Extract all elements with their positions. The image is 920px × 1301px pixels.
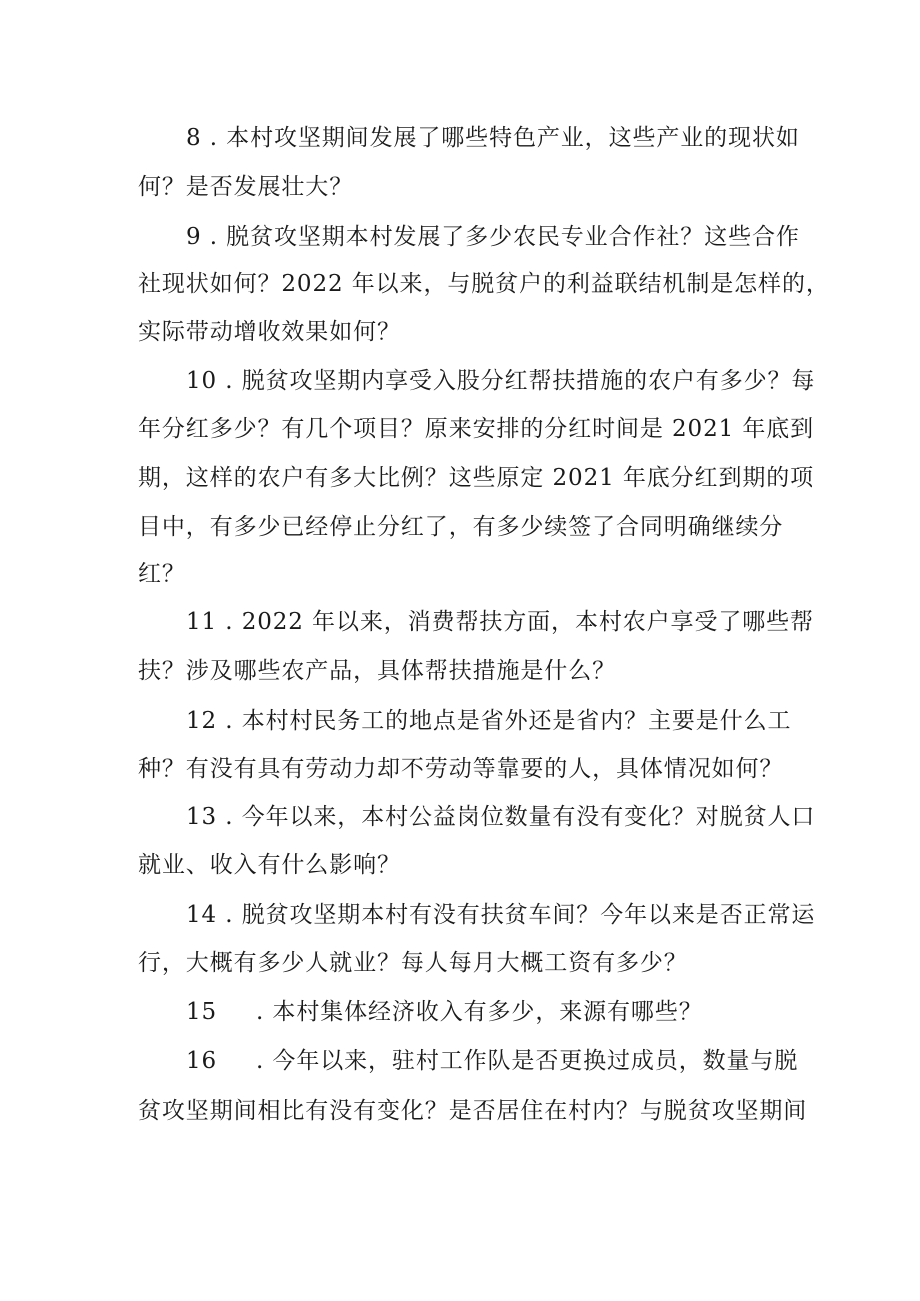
question-16-line-1 [186,1046,798,1076]
question-10-line-5: 红？ [138,561,186,587]
question-10-line-3: 期，这样的农户有多大比例？这些原定 2021 年底分红到期的项 [138,465,815,491]
question-15-text: . 本村集体经济收入有多少，来源有哪些？ [256,999,703,1025]
question-16-number: 16 [186,1048,218,1074]
question-11-line-2: 扶？涉及哪些农产品，具体帮扶措施是什么？ [138,658,616,684]
question-13-line-1: 13 . 今年以来，本村公益岗位数量有没有变化？对脱贫人口 [186,804,816,830]
question-15-line-1 [186,997,703,1027]
question-11-line-1: 11 . 2022 年以来，消费帮扶方面，本村农户享受了哪些帮 [186,609,814,635]
question-14-line-2: 行，大概有多少人就业？每人每月大概工资有多少？ [138,950,688,976]
question-16-text: . 今年以来，驻村工作队是否更换过成员，数量与脱 [256,1048,799,1074]
question-9-line-2: 社现状如何？2022 年以来，与脱贫户的利益联结机制是怎样的， [138,271,830,297]
question-10-line-4: 目中，有多少已经停止分红了，有多少续签了合同明确继续分 [138,514,784,540]
question-8-line-1: 8 . 本村攻坚期间发展了哪些特色产业，这些产业的现状如 [186,125,800,151]
question-10-line-2: 年分红多少？有几个项目？原来安排的分红时间是 2021 年底到 [138,416,815,442]
question-14-line-1: 14 . 脱贫攻坚期本村有没有扶贫车间？今年以来是否正常运 [186,902,816,928]
question-15-number: 15 [186,999,218,1025]
question-13-line-2: 就业、收入有什么影响？ [138,852,401,878]
question-16-line-2: 贫攻坚期间相比有没有变化？是否居住在村内？与脱贫攻坚期间 [138,1098,808,1124]
question-12-line-2: 种？有没有具有劳动力却不劳动等靠要的人，具体情况如何？ [138,756,784,782]
question-12-line-1: 12 . 本村村民务工的地点是省外还是省内？主要是什么工 [186,708,792,734]
question-8-line-2: 何？是否发展壮大？ [138,174,354,200]
question-9-line-1: 9 . 脱贫攻坚期本村发展了多少农民专业合作社？这些合作 [186,224,800,250]
question-10-line-1: 10 . 脱贫攻坚期内享受入股分红帮扶措施的农户有多少？每 [186,368,816,394]
question-9-line-3: 实际带动增收效果如何？ [138,319,401,345]
